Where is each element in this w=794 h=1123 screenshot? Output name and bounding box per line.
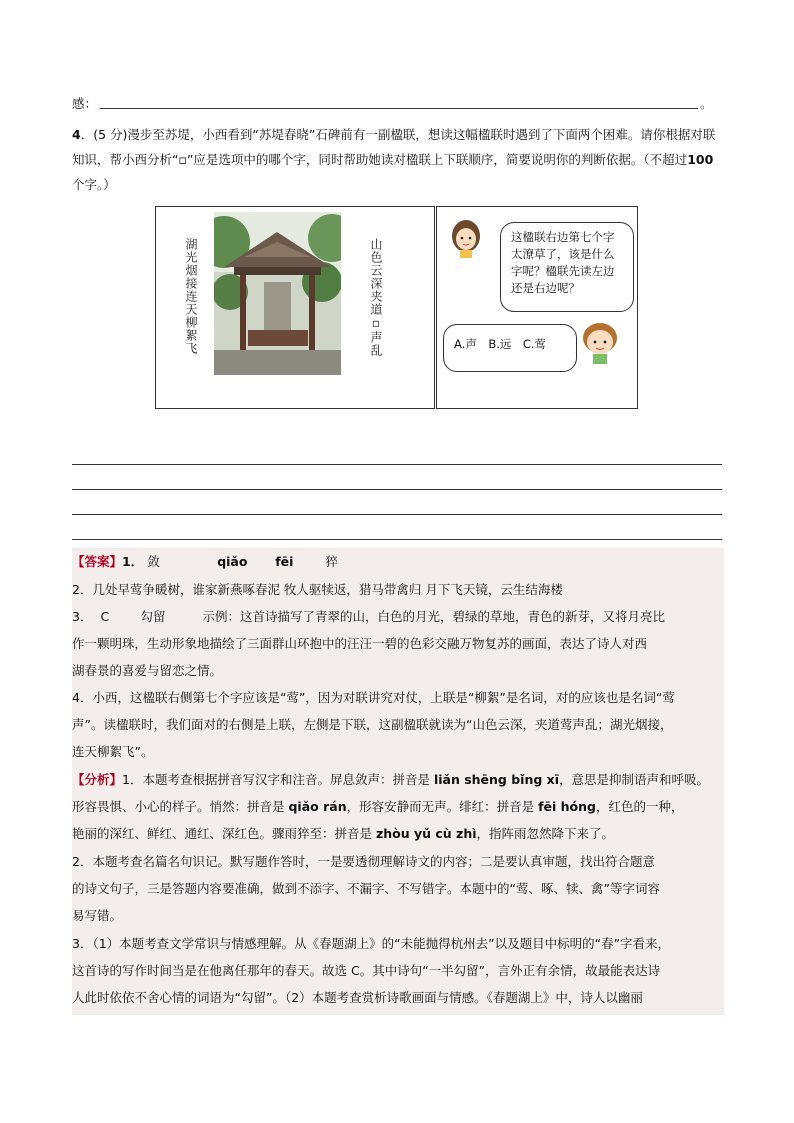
question-number: 4 xyxy=(72,127,81,142)
answer-line-4[interactable] xyxy=(72,539,722,540)
answer-3-line-3: 湖春景的喜爱与留恋之情。 xyxy=(72,663,223,678)
analysis-tag: 【分析】 xyxy=(72,772,123,787)
answer-1-item: 猝 xyxy=(325,554,338,569)
question-text: 漫步至苏堤，小西看到“苏堤春晓”石碑前有一副楹联，想读这幅楹联时遇到了下面两个困难。请你根据对联知识，帮小西分析“▫”应是选项中的哪个字，同时帮助她读对楹联上下联顺序，简要说明你的判断依据。（不超过 xyxy=(72,127,716,167)
answer-3-line-2: 作一颗明珠，生动形象地描绘了三面群山环抱中的汪汪一碧的色彩交融万物复苏的画面，表达了诗人对西 xyxy=(72,636,648,651)
analysis-text: 1．本题考查根据拼音写汉字和注音。屏息敛声：拼音是 xyxy=(122,772,434,787)
girl-avatar-icon xyxy=(450,218,482,258)
answer-1 xyxy=(72,552,338,572)
analysis-text: ，红色的一种， xyxy=(595,799,684,814)
analysis-3-line-2: 这首诗的写作时间当是在他离任那年的春天。故选 C。其中诗句“一半勾留”，言外正有余情，故最能表达诗 xyxy=(72,963,661,978)
question-4: 4．(5 分)漫步至苏堤，小西看到“苏堤春晓”石碑前有一副楹联，想读这幅楹联时遇到了下面两个困难。请你根据对联知识，帮小西分析“▫”应是选项中的哪个字，同时帮助她读对楹联上下联顺序，简要说明你的判断依据。（不超过100个字。） xyxy=(72,127,716,192)
question-score: (5 分) xyxy=(93,127,128,142)
answer-line-1[interactable] xyxy=(72,464,722,465)
analysis-text: ，意思是抑制语声和呼吸。 xyxy=(559,772,710,787)
answer-3-word: 勾留 xyxy=(140,609,166,624)
analysis-2-line-3: 易写错。 xyxy=(72,908,123,923)
feeling-end-mark: 。 xyxy=(700,96,713,111)
answer-3-line-1 xyxy=(72,607,665,627)
answer-2: 2．几处早莺争暖树，谁家新燕啄春泥 牧人驱犊返，猎马带禽归 月下飞天镜，云生结海楼 xyxy=(72,582,563,597)
answer-1-item: 敛 xyxy=(147,554,160,569)
answer-3-choice: C xyxy=(100,609,110,624)
word-limit: 100 xyxy=(687,152,714,167)
options-bubble: A.声 B.远 C.莺 xyxy=(443,324,577,372)
answer-3-num: 3． xyxy=(72,609,93,624)
feeling-answer-line[interactable] xyxy=(100,108,698,109)
pavilion-photo xyxy=(214,212,341,375)
answer-1-num: 1． xyxy=(122,554,144,569)
girl-avatar-2-icon xyxy=(580,320,620,364)
question-bubble: 这楹联右边第七个字太潦草了，该是什么字呢？楹联先读左边还是右边呢？ xyxy=(500,222,634,312)
analysis-2-line-1: 2．本题考查名篇名句识记。默写题作答时，一是要透彻理解诗文的内容；二是要认真审题，找出符合题意 xyxy=(72,854,655,869)
analysis-1-line-1 xyxy=(72,770,709,790)
feeling-label: 感： xyxy=(72,96,98,111)
answer-1-item: fēi xyxy=(275,554,294,569)
analysis-1-line-2 xyxy=(72,797,683,817)
pinyin: zhòu yǔ cù zhì xyxy=(375,826,477,841)
question-text-tail: 个字。） xyxy=(72,177,116,192)
answer-4-line-2: 声”。读楹联时，我们面对的右侧是上联，左侧是下联，这副楹联就读为“山色云深，夹道莺声乱；湖光烟接， xyxy=(72,717,673,732)
analysis-1-line-3 xyxy=(72,824,614,844)
pinyin: qiǎo rán xyxy=(288,799,347,814)
analysis-3-line-3: 人此时依依不舍心情的词语为“勾留”。（2）本题考查赏析诗歌画面与情感。《春题湖上》中，诗人以幽丽 xyxy=(72,990,643,1005)
analysis-text: 形容畏惧、小心的样子。悄然：拼音是 xyxy=(72,799,289,814)
answer-line-2[interactable] xyxy=(72,489,722,490)
couplet-right: 山色云深夹道▫声乱 xyxy=(369,238,383,357)
analysis-text: ，形容安静而无声。绯红：拼音是 xyxy=(346,799,539,814)
answer-tag: 【答案】 xyxy=(72,554,123,569)
answer-line-3[interactable] xyxy=(72,514,722,515)
pinyin: liǎn shēng bǐng xī xyxy=(433,772,560,787)
analysis-3-line-1: 3．（1）本题考查文学常识与情感理解。从《春题湖上》的“未能抛得杭州去”以及题目中标明的“春”字看来， xyxy=(72,936,671,951)
couplet-left: 湖光烟接连天柳絮飞 xyxy=(184,238,198,355)
analysis-text: 艳丽的深红、鲜红、通红、深红色。骤雨猝至：拼音是 xyxy=(72,826,376,841)
answer-4-line-3: 连天柳絮飞”。 xyxy=(72,744,154,759)
answer-1-item: qiǎo xyxy=(217,554,248,569)
analysis-2-line-2: 的诗文句子，三是答题内容要准确，做到不添字、不漏字、不写错字。本题中的“莺、啄、犊、禽”等字词容 xyxy=(72,881,660,896)
answer-4-line-1: 4．小西，这楹联右侧第七个字应该是“莺”，因为对联讲究对仗，上联是“柳絮”是名词，对的应该也是名词“莺 xyxy=(72,690,675,705)
answer-3-text: 示例：这首诗描写了青翠的山，白色的月光，碧绿的草地，青色的新芽，又将月亮比 xyxy=(202,609,665,624)
analysis-text: ，指阵雨忽然降下来了。 xyxy=(476,826,615,841)
pinyin: fēi hóng xyxy=(538,799,596,814)
